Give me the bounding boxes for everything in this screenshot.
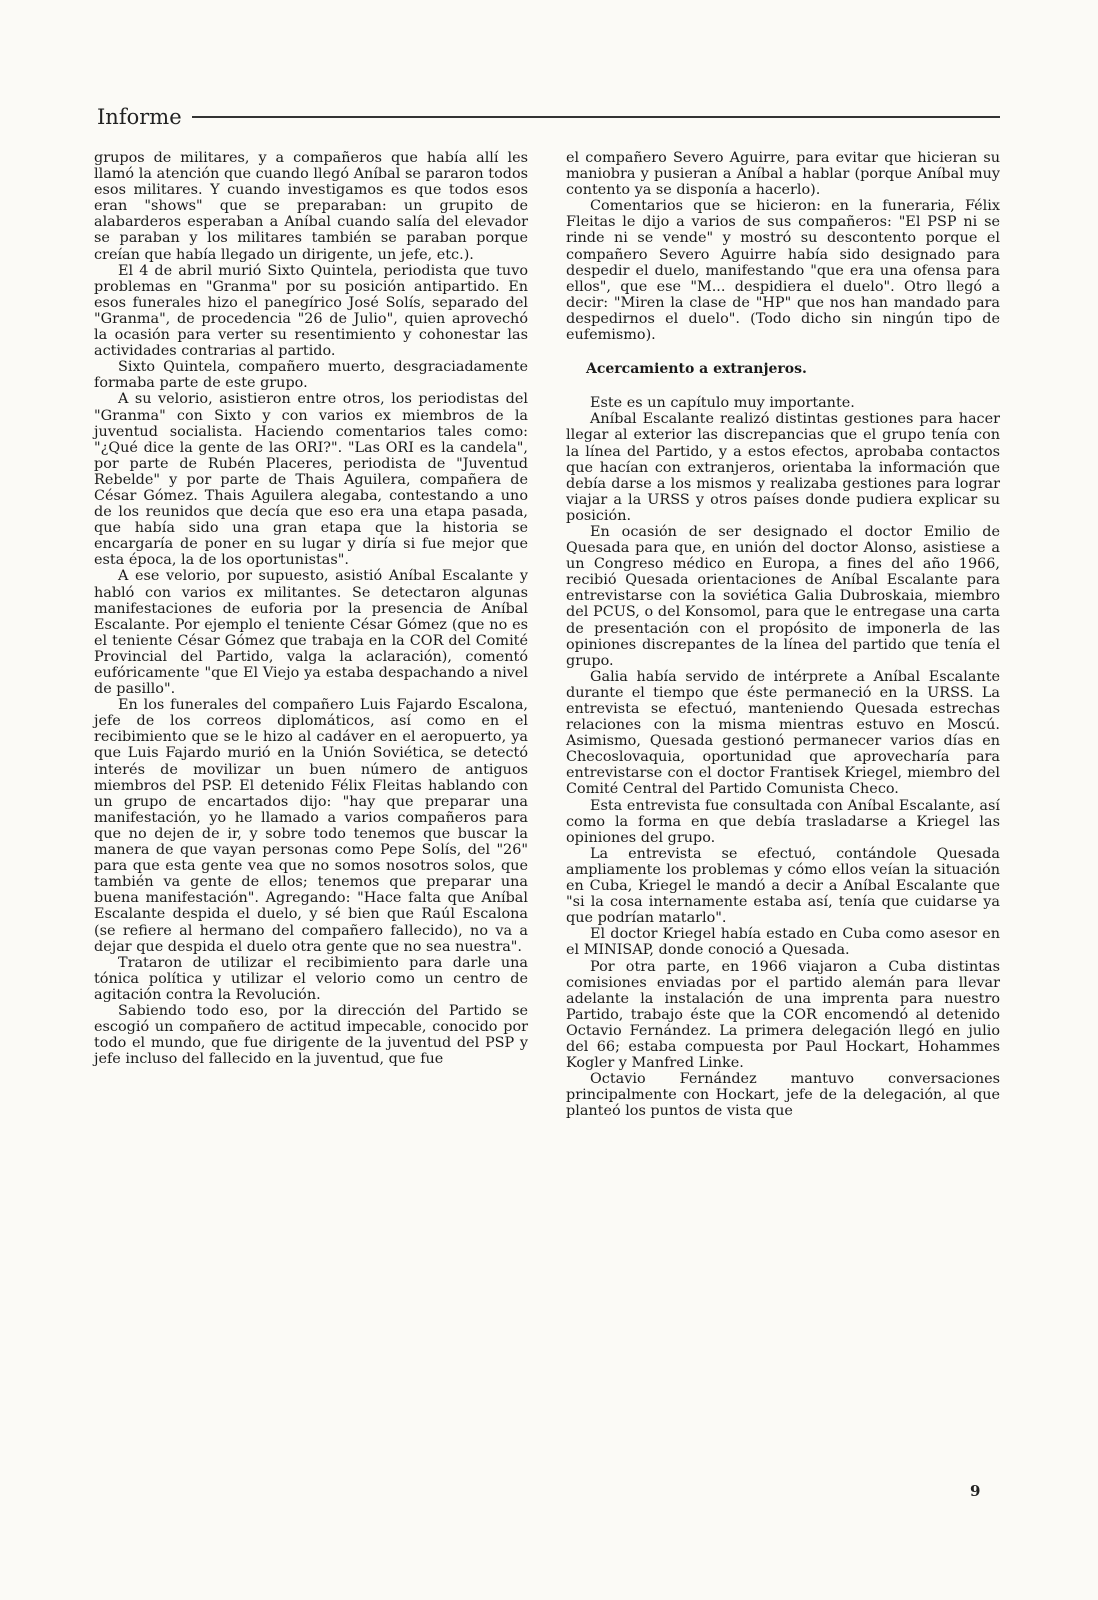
paragraph: Esta entrevista fue consultada con Aníbal Escalante, así como la forma en que debía trasladarse a Kriegel las opiniones del grupo. xyxy=(566,797,1000,846)
paragraph: En ocasión de ser designado el doctor Emilio de Quesada para que, en unión del doctor Alonso, asistiese a un Congreso médico en Europa, a fines del año 1966, recibió Quesada orientaciones de Aníbal Escalante para entrevistarse con la soviética Galia Dubroskaia, miembro del PCUS, o del Konsomol, para que le entregase una carta de presentación con el propósito de imponerla de las opiniones discrepantes de la línea del partido que tenía el grupo. xyxy=(566,523,1000,669)
paragraph: La entrevista se efectuó, contándole Quesada ampliamente los problemas y cómo ellos veían la situación en Cuba, Kriegel le mandó a decir a Aníbal Escalante que "si la cosa internamente estaba así, tenía que cuidarse ya que podrían matarlo". xyxy=(566,845,1000,927)
left-column xyxy=(94,150,528,1067)
header-rule xyxy=(192,116,1000,118)
paragraph: Este es un capítulo muy importante. xyxy=(590,395,855,412)
paragraph: el compañero Severo Aguirre, para evitar que hicieran su maniobra y pusieran a Aníbal a hablar (porque Aníbal muy contento ya se disponía a hacerlo). xyxy=(566,150,1000,199)
paragraph: Trataron de utilizar el recibimiento para darle una tónica política y utilizar el velorio como un centro de agitación contra la Revolución. xyxy=(94,954,528,1003)
paragraph: Octavio Fernández mantuvo conversaciones principalmente con Hockart, jefe de la delegación, al que planteó los puntos de vista que xyxy=(566,1071,1000,1120)
paragraph: En los funerales del compañero Luis Fajardo Escalona, jefe de los correos diplomáticos, así como en el recibimiento que se le hizo al cadáver en el aeropuerto, ya que Luis Fajardo murió en la Unión Soviética, se detectó interés de movilizar un buen número de antiguos miembros del PSP. El detenido Félix Fleitas hablando con un grupo de encartados dijo: "hay que preparar una manifestación, yo he llamado a varios compañeros para que no dejen de ir, y sobre todo tenemos que buscar la manera de que vayan personas como Pepe Solís, del "26" para que esta gente vea que no somos nosotros solos, que también va gente de ellos; tenemos que preparar una buena manifestación". Agregando: "Hace falta que Aníbal Escalante despida el duelo, y sé bien que Raúl Escalona (se refiere al hermano del compañero fallecido), no va a dejar que despida el duelo otra gente que no sea nuestra". xyxy=(94,697,528,955)
paragraph: A ese velorio, por supuesto, asistió Aníbal Escalante y habló con varios ex militantes. Se detectaron algunas manifestaciones de euforia por la presencia de Aníbal Escalante. Por ejemplo el teniente César Gómez (que no es el teniente César Gómez que trabaja en la COR del Comité Provincial del Partido, valga la aclaración), comentó eufóricamente "que El Viejo ya estaba despachando a nivel de pasillo". xyxy=(94,568,528,698)
right-column xyxy=(566,150,1000,1119)
paragraph: Galia había servido de intérprete a Aníbal Escalante durante el tiempo que éste permaneció en la URSS. La entrevista se efectuó, manteniendo Quesada estrechas relaciones con la misma mientras estuvo en Moscú. Asimismo, Quesada gestionó permanecer varios días en Checoslovaquia, oportunidad que aprovecharía para entrevistarse con el doctor Frantisek Kriegel, miembro del Comité Central del Partido Comunista Checo. xyxy=(566,668,1000,798)
paragraph: Por otra parte, en 1966 viajaron a Cuba distintas comisiones enviadas por el partido alemán para llevar adelante la instalación de una imprenta para nuestro Partido, trabajo éste que la COR encomendó al detenido Octavio Fernández. La primera delegación llegó en julio del 66; estaba compuesta por Paul Hockart, Hohammes Kogler y Manfred Linke. xyxy=(566,958,1000,1072)
paragraph: grupos de militares, y a compañeros que había allí les llamó la atención que cuando llegó Aníbal se pararon todos esos militares. Y cuando investigamos es que todos esos eran "shows" que se preparaban: un grupito de alabarderos esperaban a Aníbal cuando salía del elevador se paraban y los militares también se paraban porque creían que había llegado un dirigente, un jefe, etc.). xyxy=(94,150,528,263)
section-heading: Acercamiento a extranjeros. xyxy=(586,361,807,378)
paragraph: Aníbal Escalante realizó distintas gestiones para hacer llegar al exterior las discrepancias que el grupo tenía con la línea del Partido, y a estos efectos, aprobaba contactos que hacían con extranjeros, orientaba la información que debía darse a los mismos y realizaba gestiones para lograr viajar a la URSS y otros países donde pudiera explicar su posición. xyxy=(566,411,1000,524)
paragraph: Sabiendo todo eso, por la dirección del Partido se escogió un compañero de actitud impecable, conocido por todo el mundo, que fue dirigente de la juventud del PSP y jefe incluso del fallecido en la juventud, que fue xyxy=(94,1002,528,1068)
paragraph: El 4 de abril murió Sixto Quintela, periodista que tuvo problemas en "Granma" por su posición antipartido. En esos funerales hizo el panegírico José Solís, separado del "Granma", de procedencia "26 de Julio", quien aprovechó la ocasión para verter su resentimiento y cohonestar las actividades contrarias al partido. xyxy=(94,262,528,360)
paragraph: A su velorio, asistieron entre otros, los periodistas del "Granma" con Sixto y con varios ex miembros de la juventud socialista. Haciendo comentarios tales como: "¿Qué dice la gente de las ORI?". "Las ORI es la candela", por parte de Rubén Placeres, periodista de "Juventud Rebelde" y por parte de Thais Aguilera, compañera de César Gómez. Thais Aguilera alegaba, contestando a uno de los reunidos que decía que eso era una etapa pasada, que había sido una gran etapa que la historia se encargaría de poner en su lugar y diría si fue mejor que esta época, la de los oportunistas". xyxy=(94,391,528,569)
paragraph: El doctor Kriegel había estado en Cuba como asesor en el MINISAP, donde conoció a Quesada. xyxy=(566,926,1000,959)
running-header xyxy=(97,102,1000,132)
section-header-title: Informe xyxy=(97,105,182,129)
paragraph: Sixto Quintela, compañero muerto, desgraciadamente formaba parte de este grupo. xyxy=(94,359,528,392)
paragraph: Comentarios que se hicieron: en la funeraria, Félix Fleitas le dijo a varios de sus compañeros: "El PSP ni se rinde ni se vende" y mostró su descontento porque el compañero Severo Aguirre había sido designado para despedir el duelo, manifestando "que era una ofensa para ellos", que ese "M... despidiera el duelo". Otro llegó a decir: "Miren la clase de "HP" que nos han mandado para despedirnos el duelo". (Todo dicho sin ningún tipo de eufemismo). xyxy=(566,198,1000,344)
page-number: 9 xyxy=(970,1482,981,1500)
